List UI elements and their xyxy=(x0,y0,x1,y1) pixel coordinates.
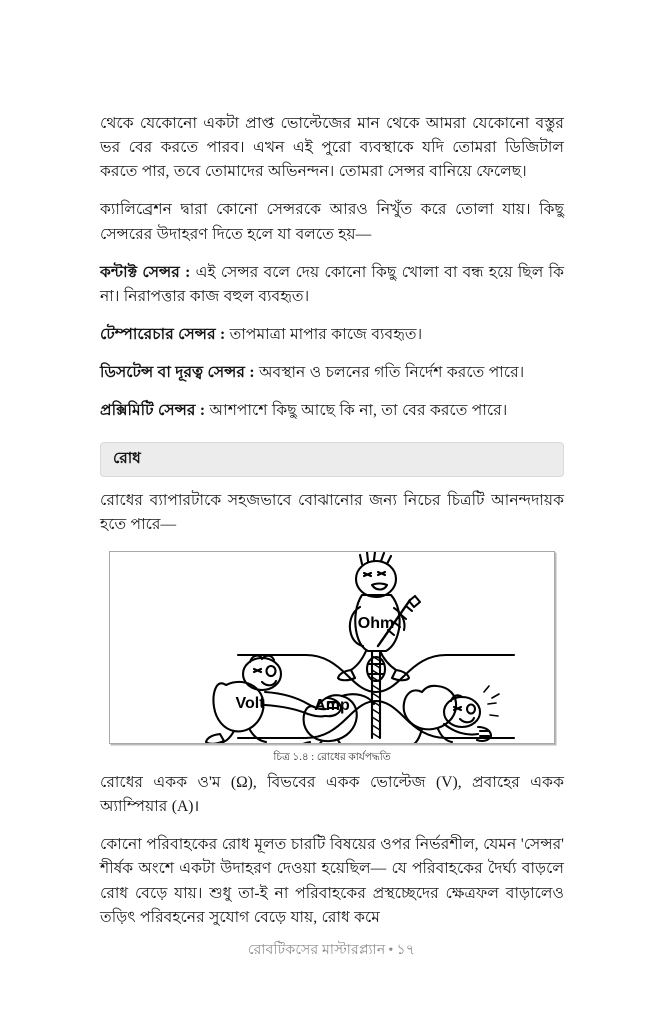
section-heading-title: রোধ xyxy=(113,449,141,467)
figure-label-amp: Amp xyxy=(314,697,350,715)
paragraph-calibration: ক্যালিব্রেশন দ্বারা কোনো সেন্সরকে আরও নিখুঁত করে তোলা যায়। কিছু সেন্সরের উদাহরণ দিতে হলে যা বলতে হয়— xyxy=(100,201,564,243)
figure-label-volt: Volt xyxy=(235,695,265,713)
figure-label-ohm: Ohm xyxy=(357,615,395,633)
resistance-cartoon-illustration xyxy=(110,552,554,743)
sensor-separator-temperature: : xyxy=(215,326,230,344)
paragraph-resistance-intro: রোধের ব্যাপারটাকে সহজভাবে বোঝানোর জন্য নিচের চিত্রটি আনন্দদায়ক হতে পারে— xyxy=(100,492,564,534)
sensor-description-proximity: আশপাশে কিছু আছে কি না, তা বের করতে পারে। xyxy=(209,402,508,420)
page-footer xyxy=(0,938,663,962)
paragraph-conductor: কোনো পরিবাহকের রোধ মূলত চারটি বিষয়ের ওপর নির্ভরশীল, যেমন 'সেন্সর' শীর্ষক অংশে একটা উদাহরণ দেওয়া হয়েছিল— যে পরিবাহকের দৈর্ঘ্য বাড়লে রোধ বেড়ে যায়। শুধু তা-ই না পরিবাহকের প্রস্থচ্ছেদের ক্ষেত্রফল বাড়ালেও তড়িৎ পরিবহনের সুযোগ বেড়ে যায়, রোধ কমে xyxy=(100,836,564,926)
footer-separator: • xyxy=(388,943,394,958)
sensor-description-contact: এই সেন্সর বলে দেয় কোনো কিছু খোলা বা বন্ধ হয়ে ছিল কি না। নিরাপত্তার কাজ বহুল ব্যবহৃত। xyxy=(100,263,564,305)
sensor-separator-contact: : xyxy=(179,263,196,281)
sensor-item-temperature xyxy=(100,323,564,347)
sensor-label-contact: কন্টাক্ট সেন্সর xyxy=(100,263,180,281)
sensor-separator-distance: : xyxy=(245,364,260,382)
sensor-label-distance: ডিসটেন্স বা দূরত্ব সেন্সর xyxy=(100,364,246,382)
footer-book-title: রোবটিকসের মাস্টারপ্ল্যান xyxy=(247,943,386,958)
sensor-separator-proximity: : xyxy=(195,402,210,420)
sensor-item-proximity xyxy=(100,399,564,423)
figure-image-frame xyxy=(109,551,555,744)
figure-resistance xyxy=(100,551,564,765)
sensor-item-contact xyxy=(100,261,564,309)
paragraph-intro: থেকে যেকোনো একটা প্রাপ্ত ভোল্টেজের মান থেকে আমরা যেকোনো বস্তুর ভর বের করতে পারব। এখন এই পুরো ব্যবস্থাকে যদি তোমরা ডিজিটাল করতে পার, তবে তোমাদের অভিনন্দন। তোমরা সেন্সর বানিয়ে ফেলেছ। xyxy=(100,115,564,181)
sensor-description-distance: অবস্থান ও চলনের গতি নির্দেশ করতে পারে। xyxy=(259,364,525,382)
sensor-description-temperature: তাপমাত্রা মাপার কাজে ব্যবহৃত। xyxy=(229,326,423,344)
section-heading-resistance xyxy=(100,442,564,477)
footer-page-number: ১৭ xyxy=(396,943,416,958)
sensor-item-distance xyxy=(100,361,564,385)
sensor-label-proximity: প্রক্সিমিটি সেন্সর xyxy=(100,402,196,420)
sensor-label-temperature: টেম্পারেচার সেন্সর xyxy=(100,326,216,344)
figure-caption: চিত্র ১.৪ : রোধের কার্যপদ্ধতি xyxy=(273,752,391,764)
paragraph-units: রোধের একক ও'ম (Ω), বিভবের একক ভোল্টেজ (V), প্রবাহের একক অ্যাম্পিয়ার (A)। xyxy=(100,774,564,816)
page-content xyxy=(100,112,564,930)
